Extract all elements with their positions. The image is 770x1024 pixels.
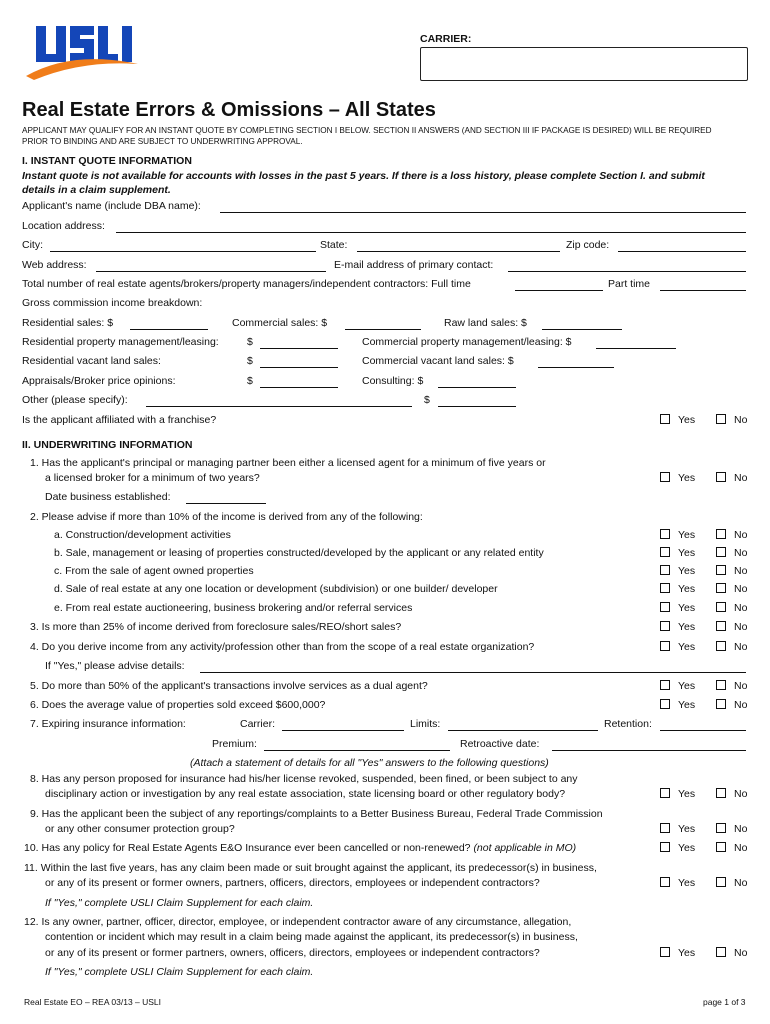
yes-label: Yes bbox=[678, 680, 696, 692]
no-label: No bbox=[734, 947, 748, 959]
q11-yes-checkbox[interactable] bbox=[660, 877, 695, 889]
comm-vacant-field[interactable] bbox=[538, 357, 614, 368]
zip-label: Zip code: bbox=[566, 239, 610, 251]
appraisals-dollar: $ bbox=[247, 375, 253, 387]
q5-no-checkbox[interactable] bbox=[716, 680, 747, 692]
total-agents-label: Total number of real estate agents/brokers/property managers/independent contractors: Full time bbox=[22, 278, 471, 290]
q1-no-checkbox[interactable] bbox=[716, 472, 747, 484]
yes-label: Yes bbox=[678, 788, 696, 800]
q2b-no-checkbox[interactable] bbox=[716, 547, 747, 559]
checkbox-square bbox=[716, 472, 726, 482]
applicant-name-label: Applicant's name (include DBA name): bbox=[22, 200, 201, 212]
checkbox-square bbox=[716, 788, 726, 798]
no-label: No bbox=[734, 788, 748, 800]
checkbox-square bbox=[660, 565, 670, 575]
q11-no-checkbox[interactable] bbox=[716, 877, 747, 889]
q2a-yes-checkbox[interactable] bbox=[660, 529, 695, 541]
q7-premium-label: Premium: bbox=[212, 738, 257, 750]
q11-note: If "Yes," complete USLI Claim Supplement for each claim. bbox=[45, 897, 314, 909]
state-label: State: bbox=[320, 239, 348, 251]
q9-yes-checkbox[interactable] bbox=[660, 823, 695, 835]
checkbox-square bbox=[716, 621, 726, 631]
checkbox-square bbox=[660, 583, 670, 593]
checkbox-square bbox=[716, 947, 726, 957]
other-specify-field[interactable] bbox=[146, 396, 412, 407]
checkbox-square bbox=[716, 602, 726, 612]
part-time-label: Part time bbox=[608, 278, 651, 290]
q2c-yes-checkbox[interactable] bbox=[660, 565, 695, 577]
q4-details-label: If "Yes," please advise details: bbox=[45, 660, 185, 672]
yes-label: Yes bbox=[678, 947, 696, 959]
q7-premium-field[interactable] bbox=[264, 740, 450, 751]
checkbox-square bbox=[660, 621, 670, 631]
other-label: Other (please specify): bbox=[22, 394, 128, 406]
appraisals-field[interactable] bbox=[260, 377, 338, 388]
consulting-field[interactable] bbox=[438, 377, 516, 388]
intro-line-2: PRIOR TO BINDING AND ARE SUBJECT TO UNDERWRITING APPROVAL. bbox=[22, 137, 303, 146]
q1-yes-checkbox[interactable] bbox=[660, 472, 695, 484]
q4-details-field[interactable] bbox=[200, 662, 746, 673]
q10-no-checkbox[interactable] bbox=[716, 842, 747, 854]
applicant-name-field[interactable] bbox=[220, 202, 746, 213]
web-label: Web address: bbox=[22, 259, 87, 271]
section-1-heading: I. INSTANT QUOTE INFORMATION bbox=[22, 155, 192, 167]
yes-label: Yes bbox=[678, 842, 696, 854]
checkbox-square bbox=[716, 583, 726, 593]
q4-text: 4. Do you derive income from any activity/profession other than from the scope of a real estate organization? bbox=[30, 641, 535, 653]
q11-line-2: or any of its present or former owners, partners, officers, directors, employees or independent contractors? bbox=[45, 877, 540, 889]
q7-carrier-field[interactable] bbox=[282, 720, 404, 731]
yes-label: Yes bbox=[678, 641, 696, 653]
q9-line-1: 9. Has the applicant been the subject of any reportings/complaints to a Better Business Bureau, Federal Trade Commission bbox=[30, 808, 603, 820]
usli-logo-graphic bbox=[22, 20, 142, 82]
q4-no-checkbox[interactable] bbox=[716, 641, 747, 653]
q2e-text: e. From real estate auctioneering, business brokering and/or referral services bbox=[54, 602, 413, 614]
footer-form-id: Real Estate EO – REA 03/13 – USLI bbox=[24, 997, 162, 1007]
checkbox-square bbox=[716, 547, 726, 557]
res-prop-mgmt-field[interactable] bbox=[260, 338, 338, 349]
form-title: Real Estate Errors & Omissions – All States bbox=[22, 99, 436, 121]
q7-limits-field[interactable] bbox=[448, 720, 598, 731]
q12-line-2: contention or incident which may result in a claim being made against the applicant, its predecessor(s) in business, bbox=[45, 931, 578, 943]
checkbox-square bbox=[716, 699, 726, 709]
q8-yes-checkbox[interactable] bbox=[660, 788, 695, 800]
yes-label: Yes bbox=[678, 565, 696, 577]
q7-limits-label: Limits: bbox=[410, 718, 441, 730]
q3-text: 3. Is more than 25% of income derived from foreclosure sales/REO/short sales? bbox=[30, 621, 402, 633]
commercial-sales-field[interactable] bbox=[345, 319, 421, 330]
checkbox-square bbox=[660, 947, 670, 957]
q3-yes-checkbox[interactable] bbox=[660, 621, 695, 633]
location-field[interactable] bbox=[116, 222, 746, 233]
raw-land-field[interactable] bbox=[542, 319, 622, 330]
comm-prop-mgmt-field[interactable] bbox=[596, 338, 676, 349]
q5-text: 5. Do more than 50% of the applicant's transactions involve services as a dual agent? bbox=[30, 680, 428, 692]
no-label: No bbox=[734, 565, 748, 577]
date-established-field[interactable] bbox=[186, 493, 266, 504]
section-1-note-1: Instant quote is not available for accounts with losses in the past 5 years. If there is a loss history, please complete Section I. and submit bbox=[22, 170, 705, 182]
checkbox-square bbox=[660, 602, 670, 612]
q10-note: (not applicable in MO) bbox=[473, 842, 577, 854]
q10-text bbox=[24, 842, 576, 854]
checkbox-square bbox=[660, 842, 670, 852]
franchise-no-checkbox[interactable] bbox=[716, 414, 747, 426]
yes-label: Yes bbox=[678, 699, 696, 711]
yes-label: Yes bbox=[678, 583, 696, 595]
full-time-field[interactable] bbox=[515, 280, 603, 291]
raw-land-label: Raw land sales: $ bbox=[444, 317, 527, 329]
usli-logo bbox=[22, 20, 142, 82]
yes-label: Yes bbox=[678, 547, 696, 559]
checkbox-square bbox=[660, 680, 670, 690]
state-field[interactable] bbox=[357, 241, 560, 252]
checkbox-square bbox=[660, 472, 670, 482]
yes-label: Yes bbox=[678, 529, 696, 541]
no-label: No bbox=[734, 699, 748, 711]
yes-label: Yes bbox=[678, 414, 696, 426]
q10-question: 10. Has any policy for Real Estate Agents E&O Insurance ever been cancelled or non-renewed? bbox=[24, 842, 471, 854]
q4-yes-checkbox[interactable] bbox=[660, 641, 695, 653]
q2-text: 2. Please advise if more than 10% of the income is derived from any of the following: bbox=[30, 511, 423, 523]
web-field[interactable] bbox=[96, 261, 326, 272]
yes-label: Yes bbox=[678, 823, 696, 835]
q3-no-checkbox[interactable] bbox=[716, 621, 747, 633]
yes-label: Yes bbox=[678, 472, 696, 484]
footer-page-number: page 1 of 3 bbox=[703, 997, 746, 1007]
checkbox-square bbox=[660, 823, 670, 833]
gross-breakdown-label: Gross commission income breakdown: bbox=[22, 297, 203, 309]
q6-yes-checkbox[interactable] bbox=[660, 699, 695, 711]
q7-retro-label: Retroactive date: bbox=[460, 738, 540, 750]
yes-label: Yes bbox=[678, 602, 696, 614]
no-label: No bbox=[734, 641, 748, 653]
q5-yes-checkbox[interactable] bbox=[660, 680, 695, 692]
q2a-no-checkbox[interactable] bbox=[716, 529, 747, 541]
zip-field[interactable] bbox=[618, 241, 746, 252]
email-label: E-mail address of primary contact: bbox=[334, 259, 494, 271]
comm-prop-mgmt-label: Commercial property management/leasing: $ bbox=[362, 336, 572, 348]
q12-line-3: or any of its present or former partners, owners, officers, directors, employees or independent contractors? bbox=[45, 947, 540, 959]
part-time-field[interactable] bbox=[660, 280, 746, 291]
location-label: Location address: bbox=[22, 220, 105, 232]
q7-carrier-label: Carrier: bbox=[240, 718, 276, 730]
section-2-heading: II. UNDERWRITING INFORMATION bbox=[22, 439, 193, 451]
q6-text: 6. Does the average value of properties sold exceed $600,000? bbox=[30, 699, 326, 711]
q2a-text: a. Construction/development activities bbox=[54, 529, 231, 541]
no-label: No bbox=[734, 621, 748, 633]
no-label: No bbox=[734, 877, 748, 889]
franchise-question: Is the applicant affiliated with a franchise? bbox=[22, 414, 217, 426]
q12-note: If "Yes," complete USLI Claim Supplement for each claim. bbox=[45, 966, 314, 978]
checkbox-square bbox=[660, 641, 670, 651]
email-field[interactable] bbox=[508, 261, 746, 272]
q2b-yes-checkbox[interactable] bbox=[660, 547, 695, 559]
q7-retention-label: Retention: bbox=[604, 718, 652, 730]
q2c-text: c. From the sale of agent owned properties bbox=[54, 565, 254, 577]
res-prop-mgmt-dollar: $ bbox=[247, 336, 253, 348]
yes-label: Yes bbox=[678, 877, 696, 889]
res-vacant-label: Residential vacant land sales: bbox=[22, 355, 161, 367]
checkbox-square bbox=[660, 547, 670, 557]
consulting-label: Consulting: $ bbox=[362, 375, 424, 387]
other-amount-field[interactable] bbox=[438, 396, 516, 407]
q7-retention-field[interactable] bbox=[660, 720, 746, 731]
q9-line-2: or any other consumer protection group? bbox=[45, 823, 235, 835]
city-label: City: bbox=[22, 239, 43, 251]
checkbox-square bbox=[716, 414, 726, 424]
yes-label: Yes bbox=[678, 621, 696, 633]
checkbox-square bbox=[716, 842, 726, 852]
q12-no-checkbox[interactable] bbox=[716, 947, 747, 959]
res-vacant-dollar: $ bbox=[247, 355, 253, 367]
q7-retro-field[interactable] bbox=[552, 740, 746, 751]
checkbox-square bbox=[660, 529, 670, 539]
q7-text: 7. Expiring insurance information: bbox=[30, 718, 186, 730]
carrier-input-box[interactable] bbox=[420, 47, 748, 81]
no-label: No bbox=[734, 547, 748, 559]
attach-note: (Attach a statement of details for all "Yes" answers to the following questions) bbox=[190, 757, 549, 769]
other-dollar: $ bbox=[424, 394, 430, 406]
q8-line-1: 8. Has any person proposed for insurance had his/her license revoked, suspended, been fined, or been subject to any bbox=[30, 773, 578, 785]
q2e-yes-checkbox[interactable] bbox=[660, 602, 695, 614]
res-prop-mgmt-label: Residential property management/leasing: bbox=[22, 336, 219, 348]
date-established-label: Date business established: bbox=[45, 491, 171, 503]
q2c-no-checkbox[interactable] bbox=[716, 565, 747, 577]
q12-yes-checkbox[interactable] bbox=[660, 947, 695, 959]
carrier-label: CARRIER: bbox=[420, 33, 472, 45]
checkbox-square bbox=[660, 699, 670, 709]
q8-line-2: disciplinary action or investigation by any real estate association, state licensing board or other regulatory body? bbox=[45, 788, 566, 800]
checkbox-square bbox=[716, 641, 726, 651]
checkbox-square bbox=[660, 877, 670, 887]
q12-line-1: 12. Is any owner, partner, officer, director, employee, or independent contractor aware of any circumstance, allegation, bbox=[24, 916, 572, 928]
no-label: No bbox=[734, 842, 748, 854]
franchise-yes-checkbox[interactable] bbox=[660, 414, 695, 426]
no-label: No bbox=[734, 823, 748, 835]
q11-line-1: 11. Within the last five years, has any claim been made or suit brought against the applicant, its predecessor(s) in business, bbox=[24, 862, 597, 874]
no-label: No bbox=[734, 602, 748, 614]
q8-no-checkbox[interactable] bbox=[716, 788, 747, 800]
checkbox-square bbox=[716, 565, 726, 575]
q1-line-1: 1. Has the applicant's principal or managing partner been either a licensed agent for a minimum of five years or bbox=[30, 457, 546, 469]
q2e-no-checkbox[interactable] bbox=[716, 602, 747, 614]
residential-sales-label: Residential sales: $ bbox=[22, 317, 114, 329]
no-label: No bbox=[734, 529, 748, 541]
q9-no-checkbox[interactable] bbox=[716, 823, 747, 835]
appraisals-label: Appraisals/Broker price opinions: bbox=[22, 375, 176, 387]
checkbox-square bbox=[660, 788, 670, 798]
no-label: No bbox=[734, 472, 748, 484]
commercial-sales-label: Commercial sales: $ bbox=[232, 317, 328, 329]
q2d-no-checkbox[interactable] bbox=[716, 583, 747, 595]
no-label: No bbox=[734, 414, 748, 426]
checkbox-square bbox=[716, 529, 726, 539]
q2d-text: d. Sale of real estate at any one location or development (subdivision) or one builder/ developer bbox=[54, 583, 498, 595]
q1-line-2: a licensed broker for a minimum of two years? bbox=[45, 472, 260, 484]
no-label: No bbox=[734, 680, 748, 692]
checkbox-square bbox=[716, 877, 726, 887]
q2b-text: b. Sale, management or leasing of properties constructed/developed by the applicant or any related entity bbox=[54, 547, 544, 559]
res-vacant-field[interactable] bbox=[260, 357, 338, 368]
intro-line-1: APPLICANT MAY QUALIFY FOR AN INSTANT QUOTE BY COMPLETING SECTION I BELOW. SECTION II ANSWERS (AND SECTION III IF PACKAGE IS DESIRED) WILL BE REQUIRED bbox=[22, 126, 712, 135]
q6-no-checkbox[interactable] bbox=[716, 699, 747, 711]
residential-sales-field[interactable] bbox=[130, 319, 208, 330]
q10-yes-checkbox[interactable] bbox=[660, 842, 695, 854]
section-1-note-2: details in a claim supplement. bbox=[22, 184, 171, 196]
comm-vacant-label: Commercial vacant land sales: $ bbox=[362, 355, 514, 367]
q2d-yes-checkbox[interactable] bbox=[660, 583, 695, 595]
checkbox-square bbox=[660, 414, 670, 424]
checkbox-square bbox=[716, 680, 726, 690]
city-field[interactable] bbox=[50, 241, 316, 252]
no-label: No bbox=[734, 583, 748, 595]
checkbox-square bbox=[716, 823, 726, 833]
